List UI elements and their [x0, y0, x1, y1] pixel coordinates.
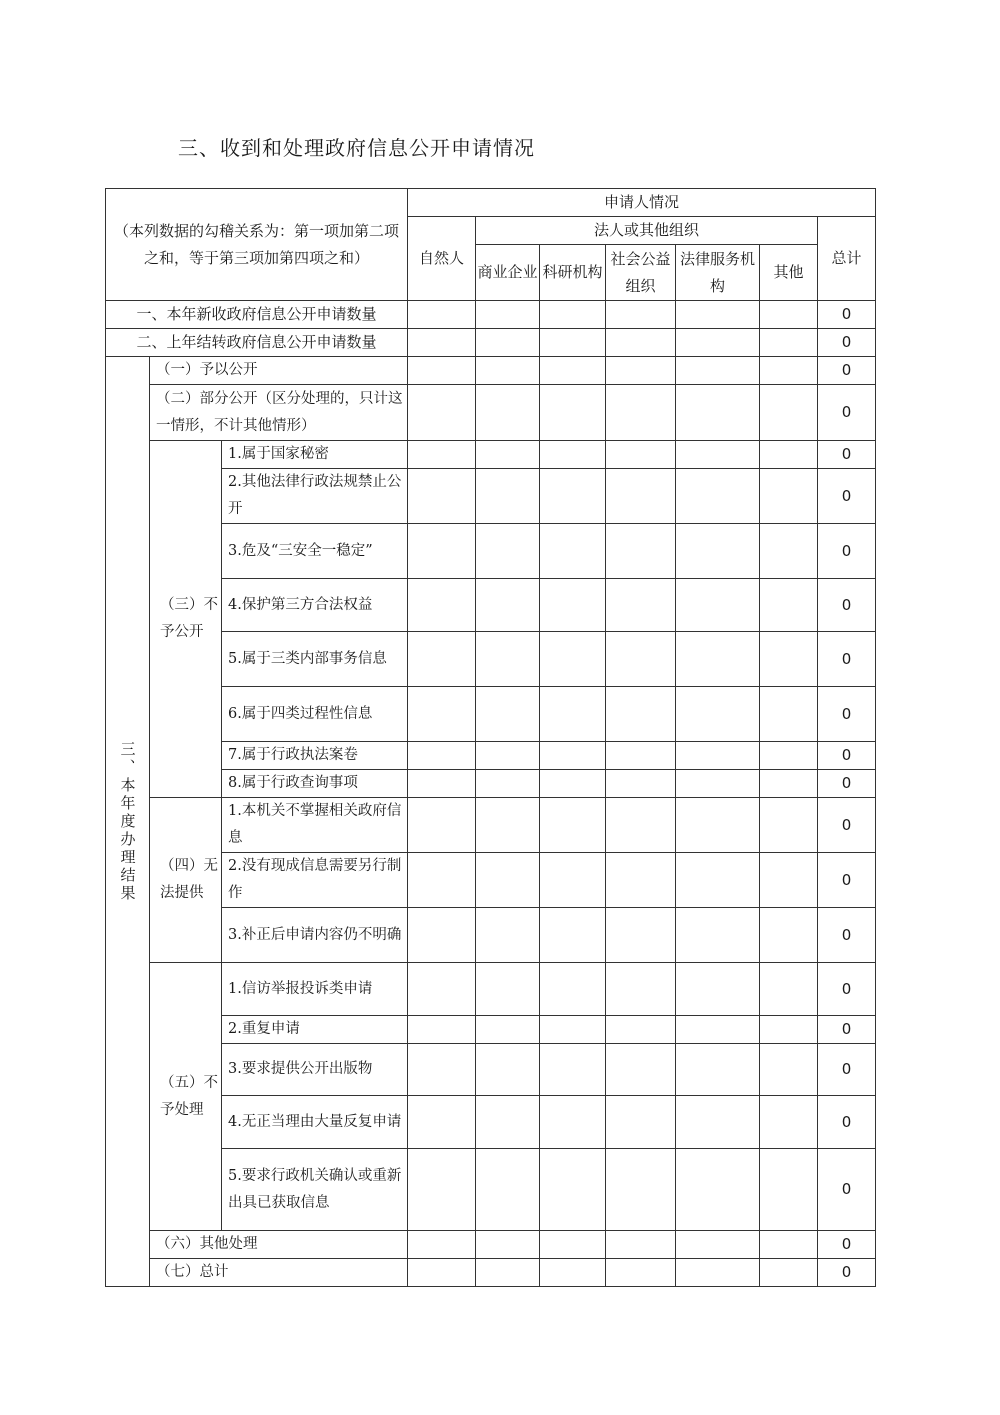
item-total: 0 — [818, 963, 876, 1016]
item-label: 1.属于国家秘密 — [222, 441, 408, 469]
row-partial-total: 0 — [818, 385, 876, 441]
item-total: 0 — [818, 579, 876, 632]
row-grand-total-value: 0 — [818, 1259, 876, 1287]
header-social: 社会公益组织 — [606, 245, 676, 301]
item-total: 0 — [818, 770, 876, 798]
item-label: 4.保护第三方合法权益 — [222, 579, 408, 632]
row-grand-total-label: （七）总计 — [150, 1259, 408, 1287]
row-carried-over-label: 二、上年结转政府信息公开申请数量 — [106, 329, 408, 357]
header-legal-person: 法人或其他组织 — [476, 217, 818, 245]
item-label: 4.无正当理由大量反复申请 — [222, 1096, 408, 1149]
row-disclosed-total: 0 — [818, 357, 876, 385]
group-not-disclosed-label: （三）不予公开 — [150, 441, 222, 798]
item-label: 5.要求行政机关确认或重新出具已获取信息 — [222, 1149, 408, 1231]
row-partial-label: （二）部分公开（区分处理的，只计这一情形，不计其他情形） — [150, 385, 408, 441]
header-note: （本列数据的勾稽关系为：第一项加第二项之和，等于第三项加第四项之和） — [106, 189, 408, 301]
disclosure-request-table — [105, 188, 876, 1287]
item-label: 6.属于四类过程性信息 — [222, 687, 408, 742]
item-total: 0 — [818, 441, 876, 469]
item-total: 0 — [818, 1149, 876, 1231]
item-total: 0 — [818, 1016, 876, 1044]
header-natural-person: 自然人 — [408, 217, 476, 301]
item-total: 0 — [818, 1096, 876, 1149]
header-legal-service: 法律服务机构 — [676, 245, 760, 301]
item-total: 0 — [818, 524, 876, 579]
header-total: 总计 — [818, 217, 876, 301]
item-total: 0 — [818, 798, 876, 853]
row-other-handling-label: （六）其他处理 — [150, 1231, 408, 1259]
row-new-requests-total: 0 — [818, 301, 876, 329]
item-label: 8.属于行政查询事项 — [222, 770, 408, 798]
item-total: 0 — [818, 469, 876, 524]
item-label: 3.要求提供公开出版物 — [222, 1044, 408, 1096]
item-label: 2.其他法律行政法规禁止公开 — [222, 469, 408, 524]
item-total: 0 — [818, 1044, 876, 1096]
item-label: 1.本机关不掌握相关政府信息 — [222, 798, 408, 853]
section-3-text: 三、本年度办理结果 — [118, 740, 137, 903]
item-label: 2.重复申请 — [222, 1016, 408, 1044]
group-unable-label: （四）无法提供 — [150, 798, 222, 963]
item-label: 1.信访举报投诉类申请 — [222, 963, 408, 1016]
item-label: 3.危及“三安全一稳定” — [222, 524, 408, 579]
group-not-processed-label: （五）不予处理 — [150, 963, 222, 1231]
row-new-requests-label: 一、本年新收政府信息公开申请数量 — [106, 301, 408, 329]
item-label: 5.属于三类内部事务信息 — [222, 632, 408, 687]
section-3-label — [106, 357, 150, 1287]
header-research: 科研机构 — [540, 245, 606, 301]
item-label: 3.补正后申请内容仍不明确 — [222, 908, 408, 963]
item-label: 2.没有现成信息需要另行制作 — [222, 853, 408, 908]
item-total: 0 — [818, 742, 876, 770]
row-other-handling-total: 0 — [818, 1231, 876, 1259]
header-other: 其他 — [760, 245, 818, 301]
item-total: 0 — [818, 632, 876, 687]
item-total: 0 — [818, 687, 876, 742]
header-commercial: 商业企业 — [476, 245, 540, 301]
item-total: 0 — [818, 908, 876, 963]
section-title: 三、收到和处理政府信息公开申请情况 — [178, 136, 535, 160]
item-label: 7.属于行政执法案卷 — [222, 742, 408, 770]
row-disclosed-label: （一）予以公开 — [150, 357, 408, 385]
header-applicant: 申请人情况 — [408, 189, 876, 217]
item-total: 0 — [818, 853, 876, 908]
row-carried-over-total: 0 — [818, 329, 876, 357]
